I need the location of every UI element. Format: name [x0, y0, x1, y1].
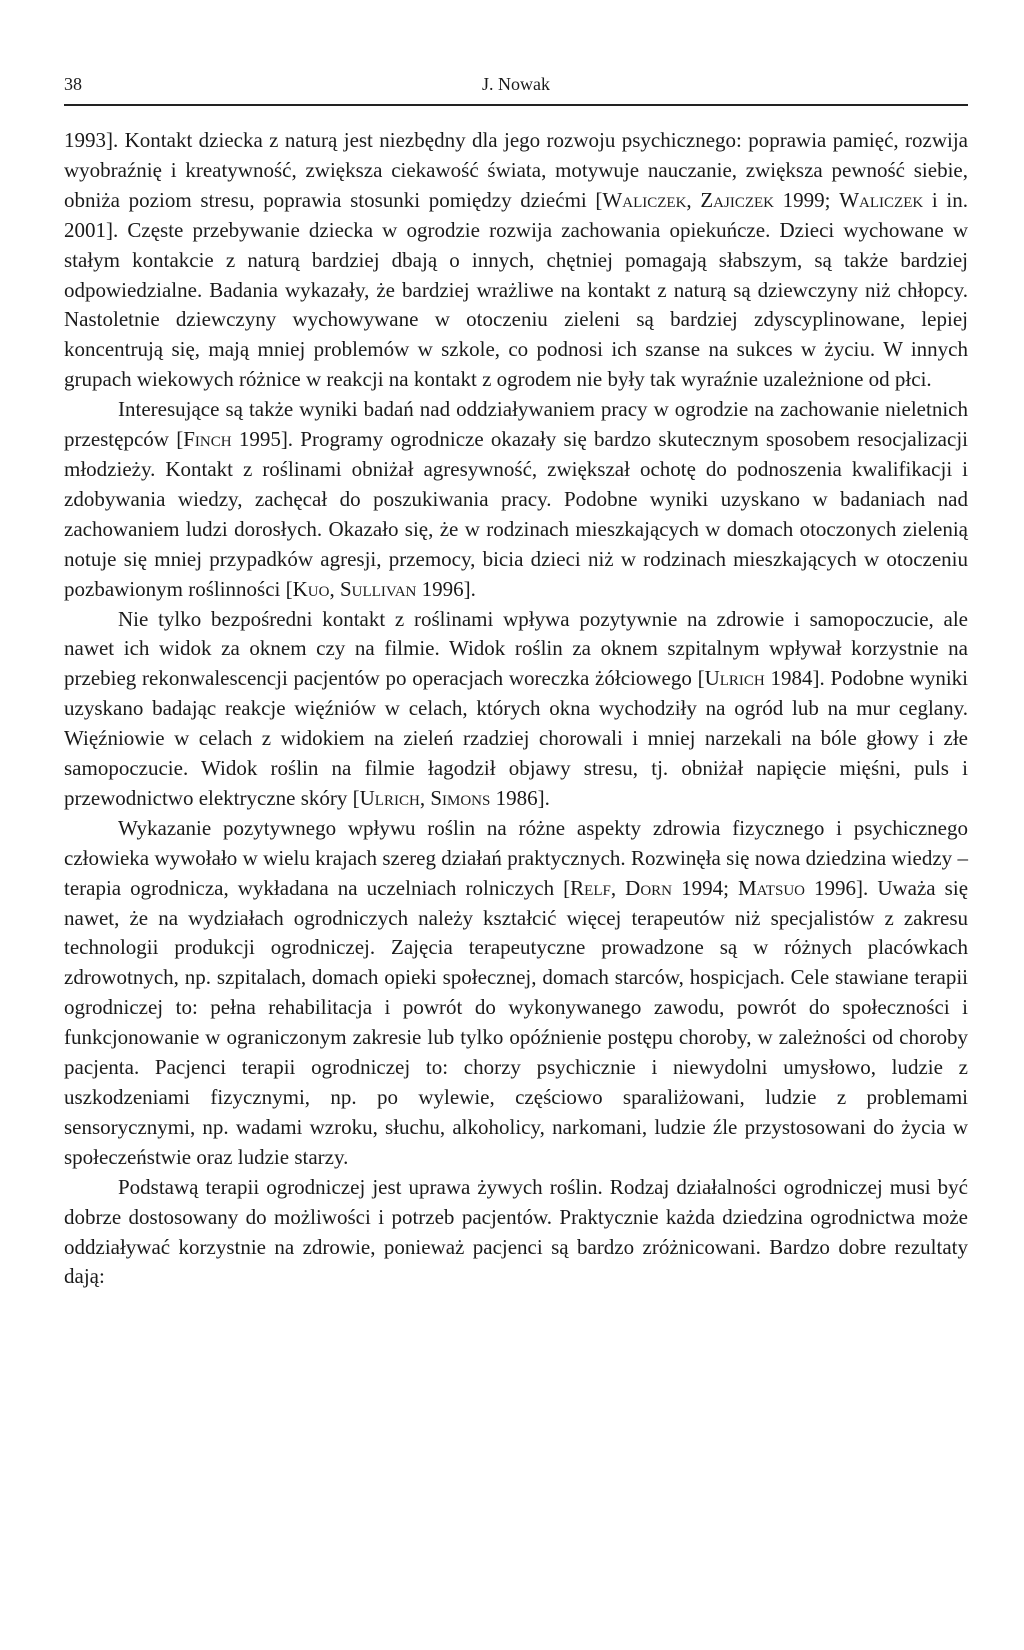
- text-run: ,: [686, 187, 701, 212]
- citation-author: Waliczek: [839, 187, 924, 212]
- text-run: Podstawą terapii ogrodniczej jest uprawa żywych roślin. Rodzaj działalności ogrodniczej musi być dobrze dostosowany do możliwości i potrzeb pacjentów. Praktycznie każda dziedzina ogrodnictwa może oddziaływać korzystnie na zdrowie, ponieważ pacjenci są bardzo zróżnicowani. Bardzo dobre rezultaty dają:: [64, 1174, 968, 1289]
- citation-author: Simons: [430, 785, 491, 810]
- citation-author: Waliczek: [602, 187, 687, 212]
- text-run: ,: [610, 875, 626, 900]
- body-text: [64, 126, 968, 1292]
- book-page: [64, 72, 968, 1292]
- text-run: 1999;: [774, 187, 840, 212]
- paragraph-3: [64, 605, 968, 814]
- citation-author: Ulrich: [359, 785, 420, 810]
- citation-author: Finch: [183, 427, 232, 452]
- citation-author: Kuo: [292, 576, 330, 601]
- text-run: 1996].: [416, 576, 476, 601]
- text-run: 1993]. Kontakt dziecka z naturą jest niezbędny dla jego rozwoju psychicznego: poprawia pamięć, rozwija wyobraźnię i kreatywność, zwiększa ciekawość świata, motywuje nauczanie, zwiększa pewność siebie, obniża poziom stresu, poprawia stosunki pomiędzy dziećmi [: [64, 128, 968, 212]
- text-run: ,: [419, 785, 431, 810]
- citation-author: Zajiczek: [700, 187, 774, 212]
- page-header: [64, 72, 968, 100]
- text-run: 1984]. Podobne wyniki uzyskano badając reakcje więźniów w celach, których okna wychodziły na ogród lub na mur ceglany. Więźniowie w celach z widokiem na zieleń rzadziej chorowali i mniej narzekali na bóle głowy i złe samopoczucie. Widok roślin na filmie łagodził objawy stresu, tj. obniżał napięcie mięśni, puls i przewodnictwo elektryczne skóry [: [64, 666, 968, 810]
- paragraph-2: [64, 395, 968, 604]
- text-run: ,: [329, 576, 340, 601]
- paragraph-4: [64, 814, 968, 1173]
- text-run: Interesujące są także wyniki badań nad oddziaływaniem pracy w ogrodzie na zachowanie nieletnich przestępców [: [64, 397, 968, 452]
- text-run: 1994;: [672, 875, 738, 900]
- paragraph-5: [64, 1173, 968, 1293]
- running-head-author: J. Nowak: [482, 74, 550, 94]
- citation-author: Sullivan: [339, 576, 417, 601]
- text-run: 1986].: [490, 785, 550, 810]
- citation-author: Relf: [570, 875, 611, 900]
- text-run: 1996]. Uważa się nawet, że na wydziałach ogrodniczych należy kształcić więcej terapeutów niż specjalistów z zakresu technologii produkcji ogrodniczej. Zajęcia terapeutyczne prowadzone są w różnych placówkach zdrowotnych, np. szpitalach, domach opieki społecznej, domach starców, hospicjach. Cele stawiane terapii ogrodniczej to: pełna rehabilitacja i powrót do wykonywanego zawodu, powrót do społeczności i funkcjonowanie w ograniczonym zakresie lub tylko opóźnienie postępu choroby, w zależności od choroby pacjenta. Pacjenci terapii ogrodniczej to: chorzy psychicznie i niewydolni umysłowo, ludzie z uszkodzeniami fizycznymi, np. po wylewie, częściowo sparaliżowani, ludzie z problemami sensorycznymi, np. wadami wzroku, słuchu, alkoholicy, narkomani, ludzie źle przystosowani do życia w społeczeństwie oraz ludzie starzy.: [64, 875, 969, 1169]
- paragraph-1: [64, 126, 968, 395]
- header-rule: [64, 104, 968, 106]
- page-number: 38: [64, 74, 82, 94]
- text-run: Wykazanie pozytywnego wpływu roślin na różne aspekty zdrowia fizycznego i psychicznego człowieka wywołało w wielu krajach szereg działań praktycznych. Rozwinęła się nowa dziedzina wiedzy – terapia ogrodnicza, wykładana na uczelniach rolniczych [: [64, 815, 968, 900]
- text-run: Nie tylko bezpośredni kontakt z roślinami wpływa pozytywnie na zdrowie i samopoczucie, ale nawet ich widok za oknem czy na filmie. Widok roślin za oknem szpitalnym wpływał korzystnie na przebieg rekonwalescencji pacjentów po operacjach woreczka żółciowego [: [64, 606, 968, 691]
- citation-author: Matsuo: [737, 875, 805, 900]
- text-run: 1995]. Programy ogrodnicze okazały się bardzo skutecznym sposobem resocjalizacji młodzieży. Kontakt z roślinami obniżał agresywność, zwiększał ochotę do podnoszenia kwalifikacji i zdobywania wiedzy, zachęcał do poszukiwania pracy. Podobne wyniki uzyskano w badaniach nad zachowaniem ludzi dorosłych. Okazało się, że w rodzinach mieszkających w domach otoczonych zielenią notuje się mniej przypadków agresji, przemocy, bicia dzieci niż w rodzinach mieszkających w otoczeniu pozbawionym roślinności [: [64, 427, 968, 601]
- citation-author: Dorn: [625, 875, 673, 900]
- text-run: i in. 2001]. Częste przebywanie dziecka w ogrodzie rozwija zachowania opiekuńcze. Dzieci wychowane w stałym kontakcie z naturą bardziej dbają o innych, chętniej pomagają słabszym, są także bardziej odpowiedzialne. Badania wykazały, że bardziej wrażliwe na kontakt z naturą są dziewczyny niż chłopcy. Nastoletnie dziewczyny wychowywane w otoczeniu zieleni są bardziej zdyscyplinowane, lepiej koncentrują się, mają mniej problemów w szkole, co podnosi ich szanse na sukces w życiu. W innych grupach wiekowych różnice w reakcji na kontakt z ogrodem nie były tak wyraźnie uzależnione od płci.: [64, 187, 968, 392]
- citation-author: Ulrich: [704, 666, 765, 691]
